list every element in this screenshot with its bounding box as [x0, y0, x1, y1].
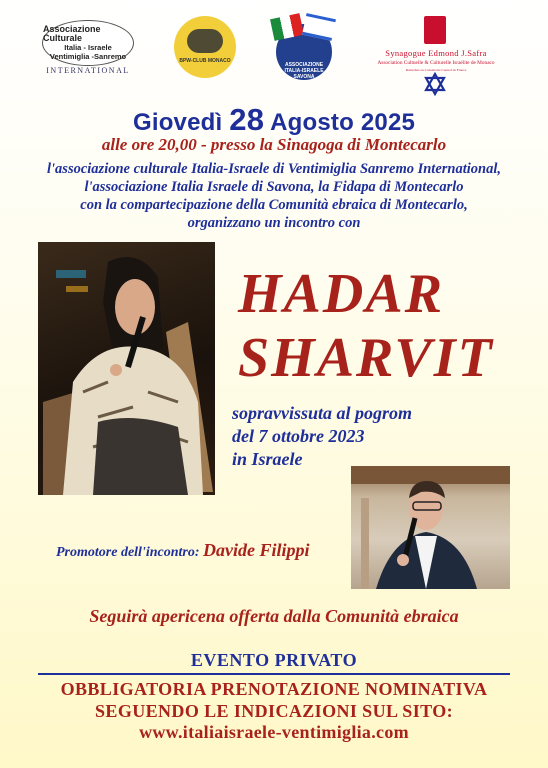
logo1-line1: Associazione Culturale — [43, 24, 101, 43]
savona-line1: ASSOCIAZIONE — [284, 62, 324, 68]
website-url: www.italiaisraele-ventimiglia.com — [139, 722, 409, 742]
intro-line: l'associazione Italia Israele di Savona, la Fidapa di Montecarlo — [84, 179, 464, 195]
booking-line: OBBLIGATORIA PRENOTAZIONE NOMINATIVA — [60, 679, 488, 699]
logo-italia-israele-ventimiglia — [40, 18, 136, 74]
date-suffix: Agosto 2025 — [270, 109, 416, 136]
speaker-first-name: HADAR — [238, 263, 445, 325]
apericena-note: Seguirà apericena offerta dalla Comunità ebraica — [89, 606, 459, 626]
bio-line: sopravvissuta al pogrom — [232, 403, 413, 423]
booking-notice — [0, 678, 548, 722]
promoter-label: Promotore dell'incontro: — [56, 545, 200, 560]
intro-line: l'associazione culturale Italia-Israele di Ventimiglia Sanremo International, — [47, 161, 501, 177]
synagogue-emblem-icon — [424, 16, 446, 44]
date-day: 28 — [229, 102, 265, 137]
promoter-photo-illustration — [351, 466, 510, 589]
logo-synagogue-edmond-safra — [362, 16, 510, 100]
bio-line: del 7 ottobre 2023 — [232, 426, 365, 446]
synagogue-name: Synagogue Edmond J.Safra — [385, 48, 487, 58]
promoter-photo — [351, 466, 510, 589]
synagogue-assoc: Association Cultuelle & Culturelle Israélite de Monaco — [377, 60, 495, 66]
intro-line: con la compartecipazione della Comunità ebraica di Montecarlo, — [80, 197, 468, 213]
bpw-text: BPW-CLUB MONACO — [179, 58, 231, 64]
booking-line: SEGUENDO LE INDICAZIONI SUL SITO: — [95, 701, 453, 721]
savona-line2: ITALIA-ISRAELE — [284, 68, 324, 74]
speaker-last-name: SHARVIT — [238, 327, 494, 389]
logo1-line3: Ventimiglia -Sanremo — [49, 52, 127, 61]
savona-line3: SAVONA — [293, 74, 315, 80]
event-date — [0, 102, 548, 138]
divider — [38, 673, 510, 675]
date-prefix: Giovedì — [132, 109, 223, 136]
star-of-david-icon — [423, 72, 447, 96]
logo1-line4: INTERNATIONAL — [46, 66, 130, 75]
globe-icon — [187, 29, 223, 53]
promoter-name: Davide Filippi — [203, 540, 310, 560]
bio-line: in Israele — [232, 449, 303, 469]
intro-line: organizzano un incontro con — [187, 215, 361, 231]
speaker-bio — [232, 402, 492, 471]
speaker-photo — [38, 242, 215, 495]
event-time-place: alle ore 20,00 - presso la Sinagoga di Montecarlo — [101, 135, 447, 154]
savona-text — [276, 62, 332, 80]
promoter — [56, 540, 310, 561]
intro-text — [0, 160, 548, 232]
speaker-photo-illustration — [38, 242, 215, 495]
private-event-label: EVENTO PRIVATO — [190, 650, 358, 670]
synagogue-sub: Rattachée au Consistoire Central de France — [405, 68, 467, 72]
logo1-line2: Italia - Israele — [64, 43, 112, 52]
logo-bpw-club-monaco — [174, 16, 236, 78]
logo-italia-israele-savona — [272, 16, 336, 80]
logo-oval — [42, 20, 134, 66]
